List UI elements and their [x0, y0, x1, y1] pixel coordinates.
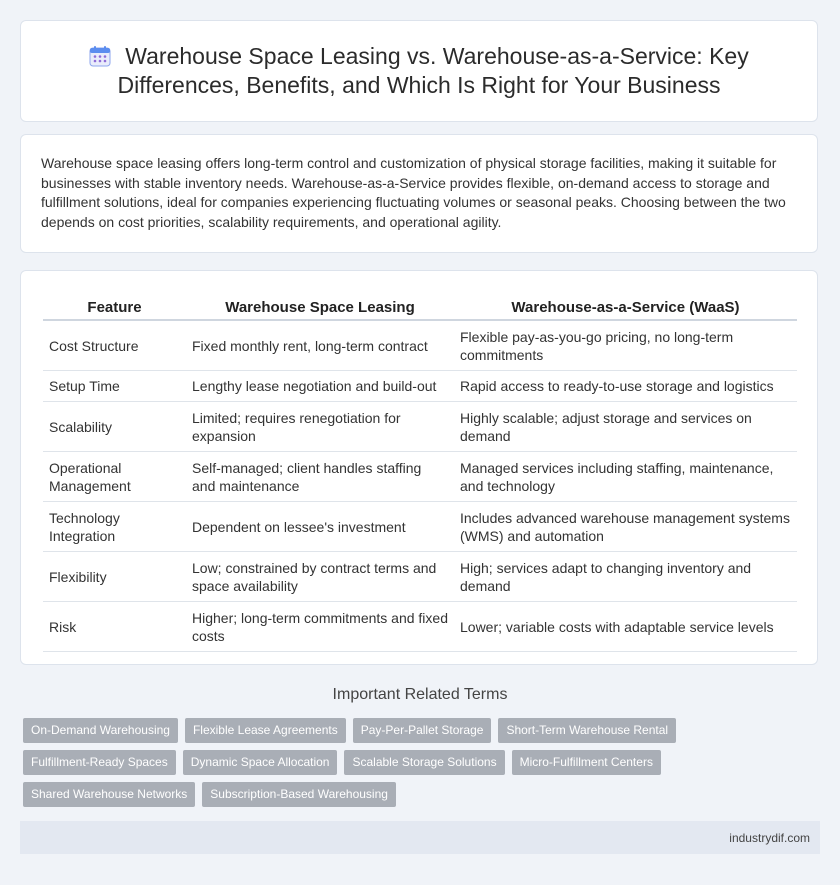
table-row [43, 502, 797, 552]
row-leasing: Low; constrained by contract terms and space availability [186, 552, 454, 602]
row-waas: Highly scalable; adjust storage and services on demand [454, 402, 797, 452]
row-leasing: Dependent on lessee's investment [186, 502, 454, 552]
header-waas: Warehouse-as-a-Service (WaaS) [454, 291, 797, 320]
related-term-tag[interactable]: Fulfillment-Ready Spaces [23, 750, 176, 775]
row-waas: Flexible pay-as-you-go pricing, no long-term commitments [454, 320, 797, 371]
related-term-tag[interactable]: Short-Term Warehouse Rental [498, 718, 676, 743]
intro-paragraph: Warehouse space leasing offers long-term control and customization of physical storage facilities, making it suitable for businesses with stable inventory needs. Warehouse-as-a-Service provides flexible, on-demand access to storage and fulfillment solutions, ideal for companies experiencing fluctuating volumes or seasonal peaks. Choosing between the two depends on cost priorities, scalability requirements, and operational agility. [41, 155, 786, 230]
table-row [43, 452, 797, 502]
intro-card [20, 134, 818, 253]
row-feature: Setup Time [43, 371, 186, 402]
row-waas: Managed services including staffing, maintenance, and technology [454, 452, 797, 502]
page-title [59, 42, 779, 100]
row-waas: Includes advanced warehouse management systems (WMS) and automation [454, 502, 797, 552]
table-row [43, 320, 797, 371]
row-waas: Rapid access to ready-to-use storage and logistics [454, 371, 797, 402]
related-term-tag[interactable]: Micro-Fulfillment Centers [512, 750, 661, 775]
row-leasing: Self-managed; client handles staffing and maintenance [186, 452, 454, 502]
table-row [43, 552, 797, 602]
calendar-icon [89, 45, 111, 67]
row-leasing: Fixed monthly rent, long-term contract [186, 320, 454, 371]
comparison-table [43, 291, 797, 652]
row-waas: Lower; variable costs with adaptable service levels [454, 602, 797, 652]
row-feature: Cost Structure [43, 320, 186, 371]
footer [20, 821, 820, 854]
row-feature: Flexibility [43, 552, 186, 602]
comparison-card [20, 270, 818, 665]
related-terms-tags [23, 718, 723, 807]
related-term-tag[interactable]: Subscription-Based Warehousing [202, 782, 396, 807]
related-term-tag[interactable]: On-Demand Warehousing [23, 718, 178, 743]
header-feature: Feature [43, 291, 186, 320]
title-card [20, 20, 818, 122]
page-title-text: Warehouse Space Leasing vs. Warehouse-as-a-Service: Key Differences, Benefits, and Which Is Right for Your Business [117, 43, 749, 98]
row-feature: Operational Management [43, 452, 186, 502]
table-row [43, 371, 797, 402]
related-term-tag[interactable]: Pay-Per-Pallet Storage [353, 718, 492, 743]
row-leasing: Lengthy lease negotiation and build-out [186, 371, 454, 402]
row-feature: Technology Integration [43, 502, 186, 552]
table-header-row [43, 291, 797, 320]
related-term-tag[interactable]: Shared Warehouse Networks [23, 782, 195, 807]
footer-site-link[interactable]: industrydif.com [729, 830, 810, 845]
related-terms-heading: Important Related Terms [332, 686, 508, 703]
row-feature: Scalability [43, 402, 186, 452]
row-leasing: Limited; requires renegotiation for expansion [186, 402, 454, 452]
row-waas: High; services adapt to changing inventory and demand [454, 552, 797, 602]
header-leasing: Warehouse Space Leasing [186, 291, 454, 320]
table-row [43, 602, 797, 652]
related-term-tag[interactable]: Dynamic Space Allocation [183, 750, 338, 775]
table-row [43, 402, 797, 452]
row-feature: Risk [43, 602, 186, 652]
row-leasing: Higher; long-term commitments and fixed costs [186, 602, 454, 652]
related-term-tag[interactable]: Flexible Lease Agreements [185, 718, 346, 743]
related-term-tag[interactable]: Scalable Storage Solutions [344, 750, 504, 775]
title-wrap [59, 42, 779, 100]
